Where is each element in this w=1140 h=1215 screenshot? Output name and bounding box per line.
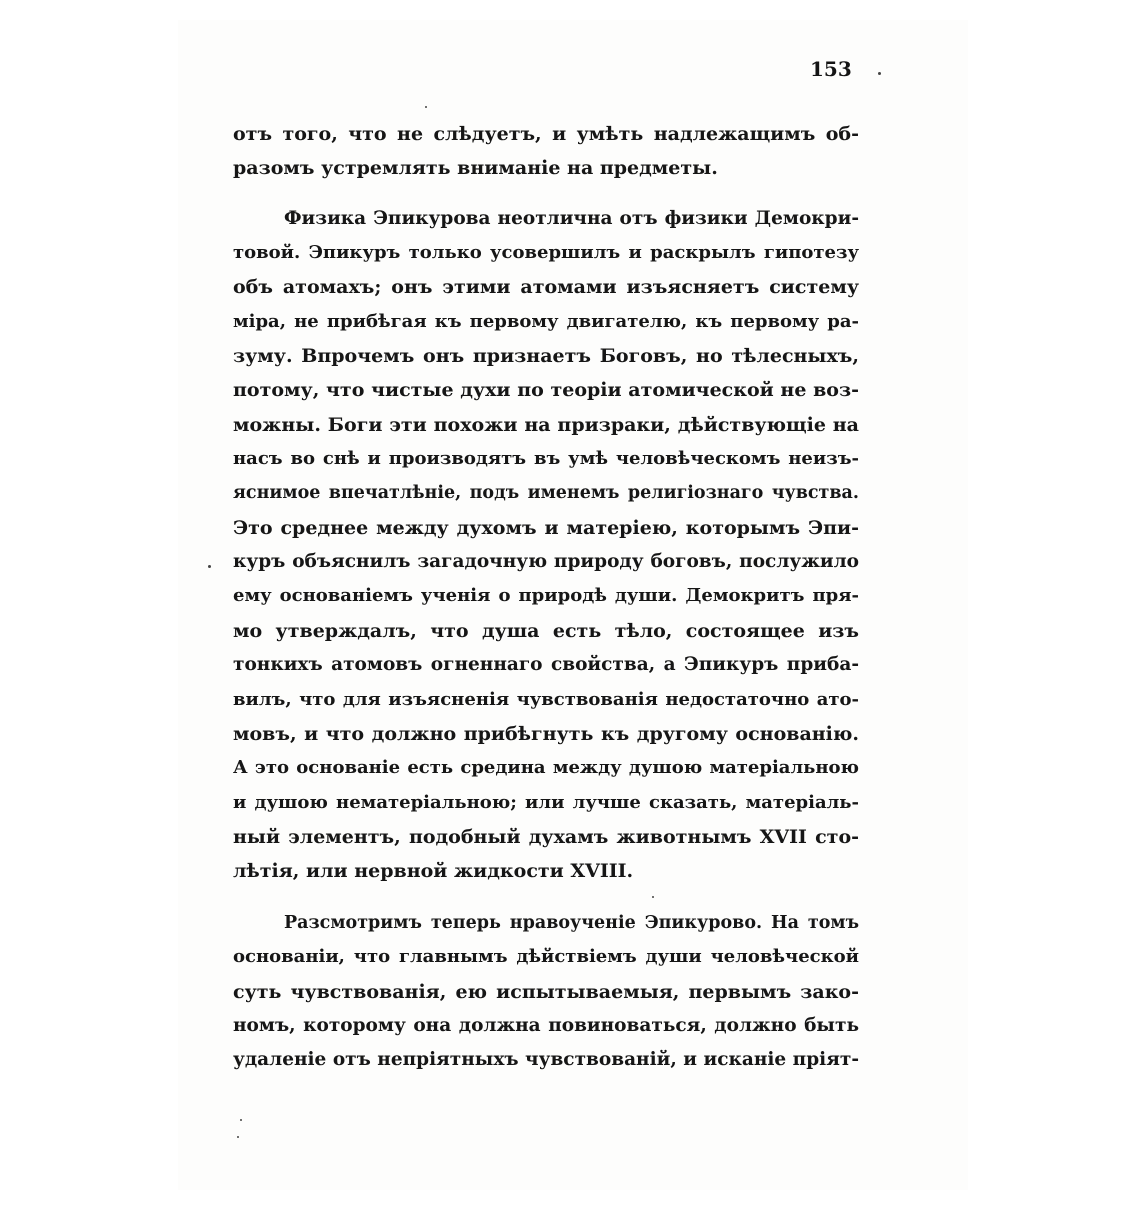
page-number: 153: [810, 57, 852, 81]
scan-speck: [652, 896, 654, 898]
text-line: Это среднее между духомъ и матеріею, которымъ Эпи-: [233, 517, 859, 539]
text-line: Разсмотримъ теперь нравоученіе Эпикурово. На томъ: [284, 913, 859, 933]
text-line: удаленіе отъ непріятныхъ чувствованій, и исканіе пріят-: [233, 1049, 859, 1070]
scan-speck: [240, 1119, 242, 1121]
text-line: объ атомахъ; онъ этими атомами изъясняетъ систему: [233, 276, 859, 298]
text-line: зуму. Впрочемъ онъ признаетъ Боговъ, но тѣлесныхъ,: [233, 345, 859, 367]
scan-speck: [878, 72, 881, 75]
text-line: насъ во снѣ и производятъ въ умѣ человѣческомъ неизъ-: [233, 448, 859, 469]
text-line: мовъ, и что должно прибѣгнуть къ другому основанію.: [233, 723, 859, 745]
scan-speck: [237, 1136, 239, 1138]
text-line: ный элементъ, подобный духамъ животнымъ XVII сто-: [233, 826, 859, 848]
text-line: Физика Эпикурова неотлична отъ физики Демокри-: [284, 208, 859, 229]
text-line: тонкихъ атомовъ огненнаго свойства, а Эпикуръ приба-: [233, 654, 859, 675]
text-line: основаніи, что главнымъ дѣйствіемъ души человѣческой: [233, 946, 859, 967]
text-line: товой. Эпикуръ только усовершилъ и раскрылъ гипотезу: [233, 242, 859, 263]
text-line: отъ того, что не слѣдуетъ, и умѣть надлежащимъ об-: [233, 123, 859, 145]
text-line: суть чувствованія, ею испытываемыя, первымъ зако-: [233, 981, 859, 1003]
text-line: куръ объяснилъ загадочную природу боговъ, послужило: [233, 551, 859, 572]
text-line: лѣтія, или нервной жидкости XVIII.: [233, 860, 634, 882]
text-line: мо утверждалъ, что душа есть тѣло, состоящее изъ: [233, 620, 859, 642]
text-line: ему основаніемъ ученія о природѣ души. Демокритъ пря-: [233, 585, 859, 606]
scan-speck: [208, 565, 211, 568]
text-line: можны. Боги эти похожи на призраки, дѣйствующіе на: [233, 414, 859, 436]
scan-speck: [425, 106, 427, 108]
text-line: номъ, которому она должна повиноваться, должно быть: [233, 1015, 859, 1036]
text-line: потому, что чистые духи по теоріи атомической не воз-: [233, 379, 859, 401]
text-line: разомъ устремлять вниманіе на предметы.: [233, 157, 718, 179]
text-line: и душою нематеріальною; или лучше сказать, матеріаль-: [233, 792, 859, 813]
text-line: А это основаніе есть средина между душою матеріальною: [233, 757, 859, 778]
text-line: міра, не прибѣгая къ первому двигателю, къ первому ра-: [233, 311, 859, 332]
text-line: вилъ, что для изъясненія чувствованія недостаточно ато-: [233, 689, 859, 710]
text-line: яснимое впечатлѣніе, подъ именемъ религіознаго чувства.: [233, 483, 859, 503]
